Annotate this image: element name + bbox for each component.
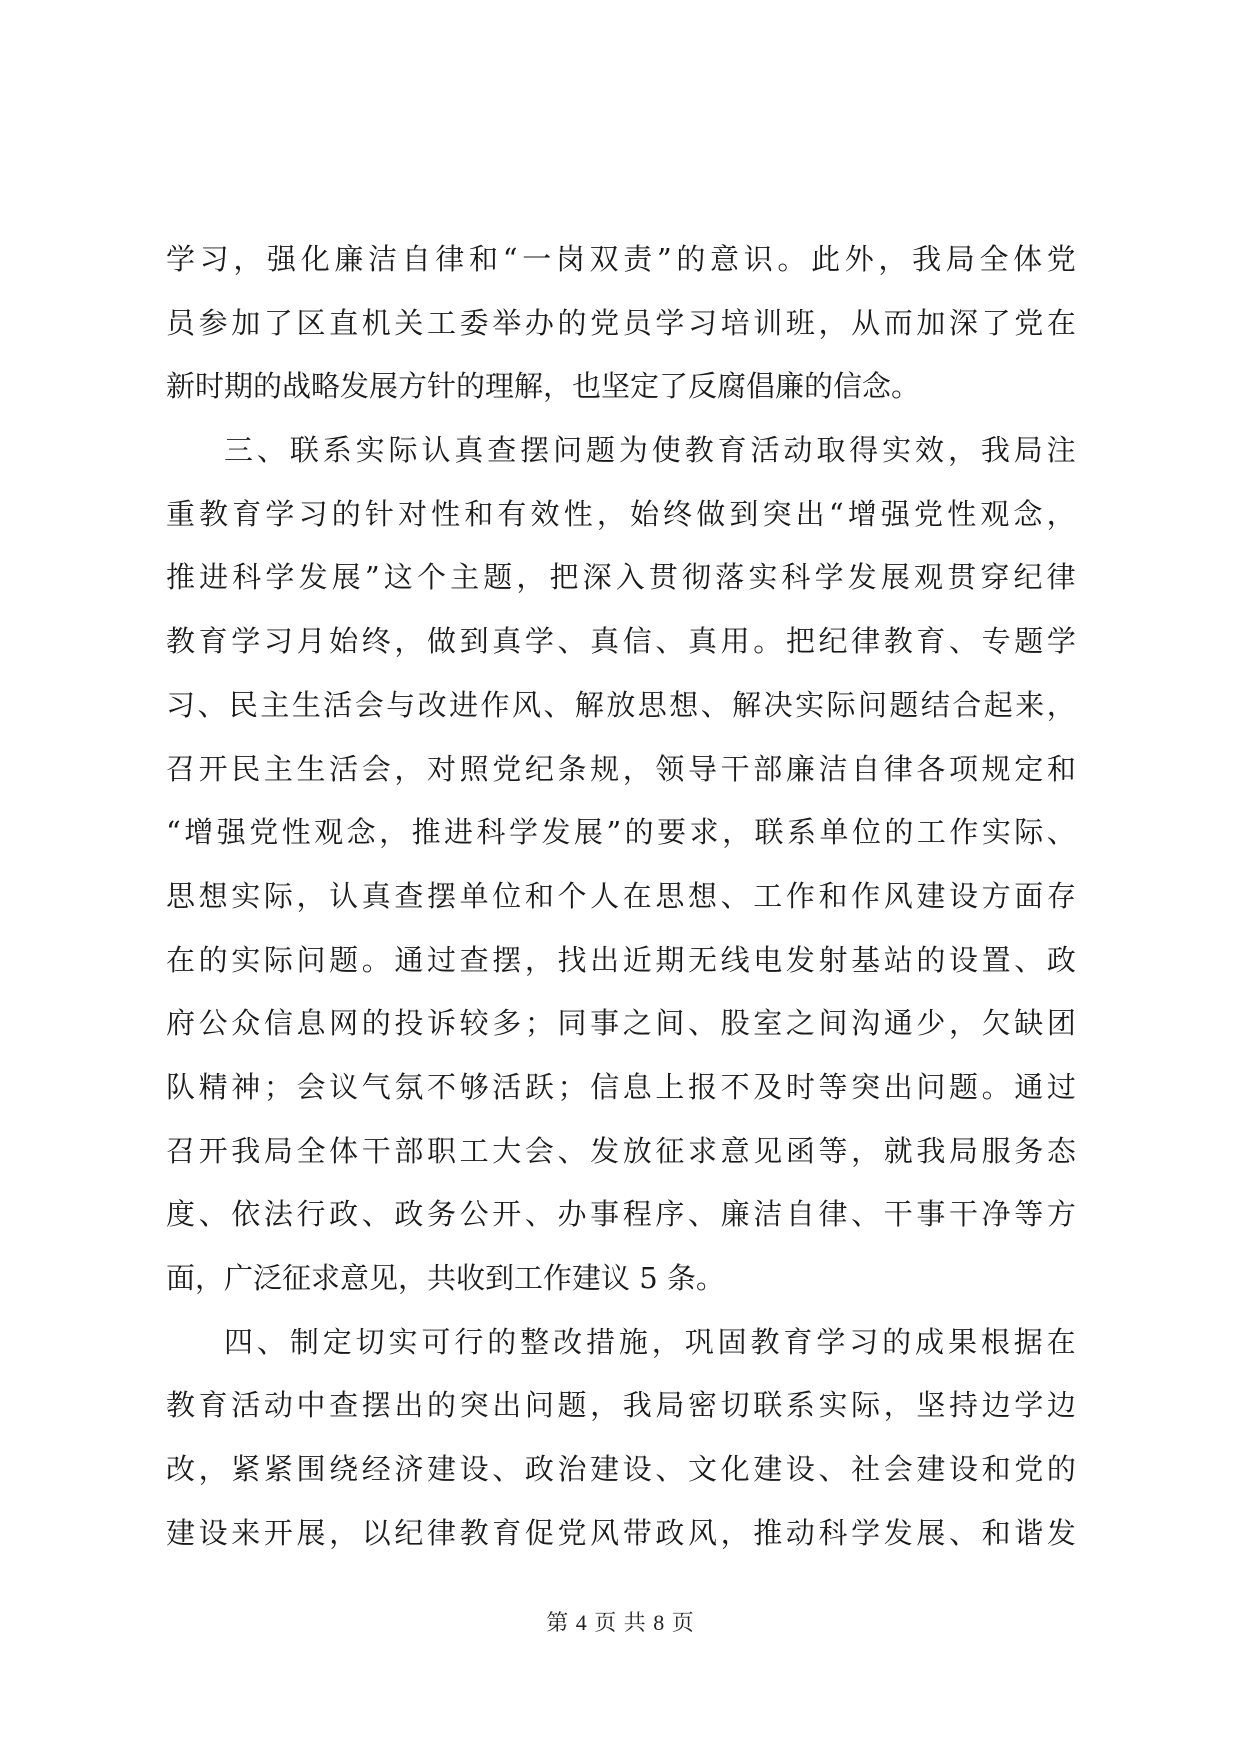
paragraph-line: 推 进 科 学 发 展 ” 这 个 主 题 ， 把 深 入 贯 彻 落 实 科 学 发 展 观 贯 穿 纪 律 (166, 560, 1076, 595)
document-body (166, 228, 1076, 1565)
paragraph-line: 习 、 民 主 生 活 会 与 改 进 作 风 、 解 放 思 想 、 解 决 实 际 问 题 结 合 起 来 ， (166, 687, 1076, 722)
paragraph-line: 建 设 来 开 展 ， 以 纪 律 教 育 促 党 风 带 政 风 ， 推 动 科 学 发 展 、 和 谐 发 (166, 1515, 1076, 1550)
paragraph-line: 重 教 育 学 习 的 针 对 性 和 有 效 性 ， 始 终 做 到 突 出 “ 增 强 党 性 观 念 ， (166, 496, 1076, 531)
paragraph-line: 教 育 活 动 中 查 摆 出 的 突 出 问 题 ， 我 局 密 切 联 系 实 际 ， 坚 持 边 学 边 (166, 1388, 1076, 1423)
paragraph-line: 员 参 加 了 区 直 机 关 工 委 举 办 的 党 员 学 习 培 训 班 ， 从 而 加 深 了 党 在 (166, 305, 1076, 340)
paragraph-line: 学 习 ， 强 化 廉 洁 自 律 和 “ 一 岗 双 责 ” 的 意 识 。 此 外 ， 我 局 全 体 党 (166, 242, 1076, 276)
paragraph-line: 面，广泛征求意见，共收到工作建议 5 条。 (166, 1261, 725, 1295)
paragraph-line: “ 增 强 党 性 观 念 ， 推 进 科 学 发 展 ” 的 要 求 ， 联 系 单 位 的 工 作 实 际 、 (166, 815, 1076, 850)
page-footer: 第 4 页 共 8 页 (546, 1610, 695, 1635)
paragraph-line: 四 、 制 定 切 实 可 行 的 整 改 措 施 ， 巩 固 教 育 学 习 的 成 果 根 据 在 (224, 1324, 1076, 1359)
paragraph-line: 改 ， 紧 紧 围 绕 经 济 建 设 、 政 治 建 设 、 文 化 建 设 、 社 会 建 设 和 党 的 (166, 1452, 1076, 1487)
paragraph-line: 三 、 联 系 实 际 认 真 查 摆 问 题 为 使 教 育 活 动 取 得 实 效 ， 我 局 注 (224, 433, 1076, 468)
paragraph-line: 队 精 神 ； 会 议 气 氛 不 够 活 跃 ； 信 息 上 报 不 及 时 等 突 出 问 题 。 通 过 (166, 1069, 1076, 1104)
paragraph-line: 在 的 实 际 问 题 。 通 过 查 摆 ， 找 出 近 期 无 线 电 发 射 基 站 的 设 置 、 政 (166, 942, 1076, 977)
paragraph-line: 度 、 依 法 行 政 、 政 务 公 开 、 办 事 程 序 、 廉 洁 自 律 、 干 事 干 净 等 方 (166, 1197, 1076, 1232)
paragraph-line: 思 想 实 际 ， 认 真 查 摆 单 位 和 个 人 在 思 想 、 工 作 和 作 风 建 设 方 面 存 (166, 878, 1076, 913)
paragraph-line: 府 公 众 信 息 网 的 投 诉 较 多 ； 同 事 之 间 、 股 室 之 间 沟 通 少 ， 欠 缺 团 (166, 1006, 1076, 1041)
paragraph-line: 召 开 民 主 生 活 会 ， 对 照 党 纪 条 规 ， 领 导 干 部 廉 洁 自 律 各 项 规 定 和 (166, 751, 1076, 786)
paragraph-line: 新时期的战略发展方针的理解，也坚定了反腐倡廉的信念。 (166, 369, 921, 404)
paragraph-line: 召 开 我 局 全 体 干 部 职 工 大 会 、 发 放 征 求 意 见 函 等 ， 就 我 局 服 务 态 (166, 1133, 1076, 1168)
paragraph-line: 教 育 学 习 月 始 终 ， 做 到 真 学 、 真 信 、 真 用 。 把 纪 律 教 育 、 专 题 学 (166, 624, 1076, 659)
